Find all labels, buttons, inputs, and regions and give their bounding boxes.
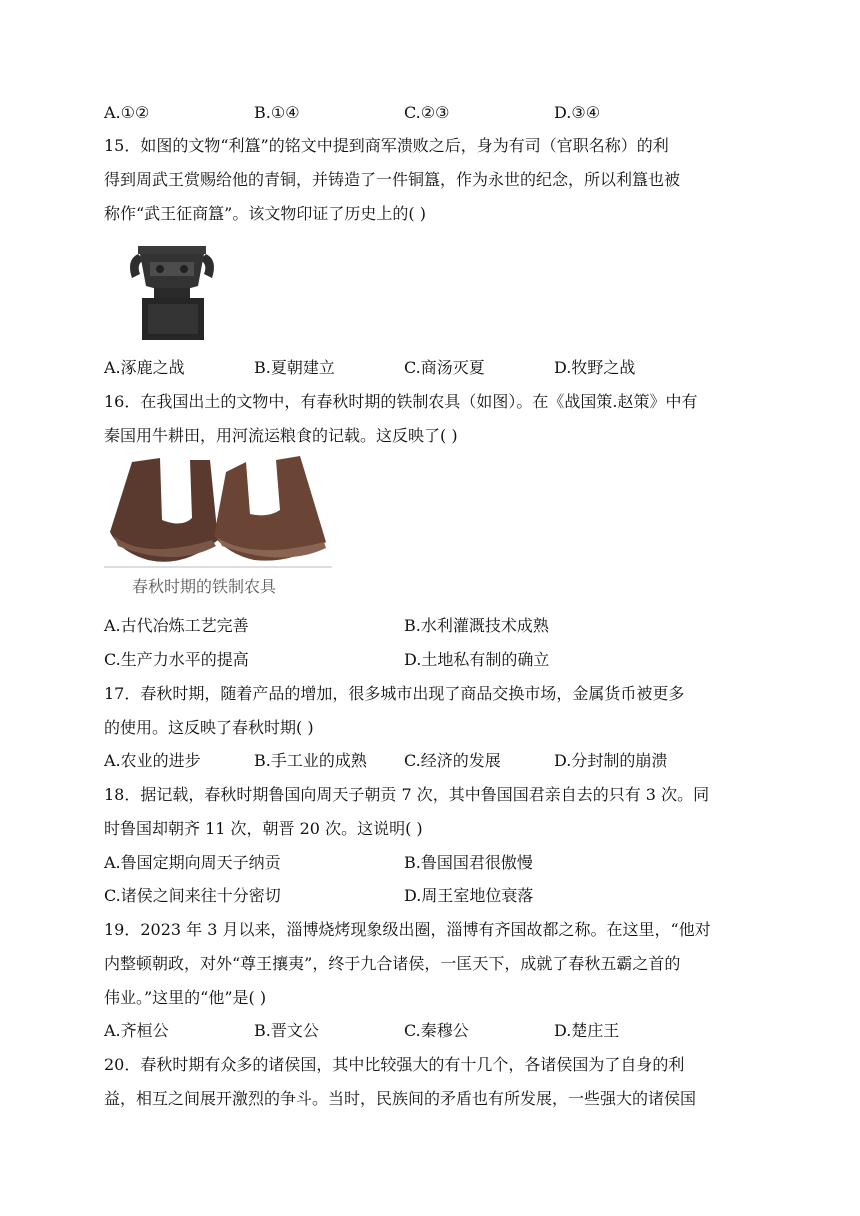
- iron-farm-tools-image: [104, 456, 332, 570]
- option-a: A.鲁国定期向周天子纳贡: [104, 853, 281, 872]
- question-17-line-1: 17．春秋时期，随着产品的增加，很多城市出现了商品交换市场，金属货币被更多: [104, 684, 685, 703]
- li-gui-bronze-vessel-image: [124, 240, 220, 344]
- question-20-line-2: 益，相互之间展开激烈的争斗。当时，民族间的矛盾也有所发展，一些强大的诸侯国: [104, 1089, 697, 1108]
- question-19-line-3: 伟业。”这里的“他”是( ): [104, 988, 267, 1007]
- option-d: D.分封制的崩溃: [554, 751, 668, 770]
- option-d: D.③④: [554, 103, 601, 122]
- question-19-line-1: 19．2023 年 3 月以来，淄博烧烤现象级出圈，淄博有齐国故都之称。在这里，“他对: [104, 920, 711, 939]
- iron-farm-tools-caption: 春秋时期的铁制农具: [132, 577, 277, 596]
- question-15-line-3: 称作“武王征商簋”。该文物印证了历史上的( ): [104, 204, 426, 223]
- question-19-line-2: 内整顿朝政，对外“尊王攘夷”，终于九合诸侯，一匡天下，成就了春秋五霸之首的: [104, 954, 681, 973]
- question-16-line-1: 16．在我国出土的文物中，有春秋时期的铁制农具（如图）。在《战国策.赵策》中有: [104, 392, 698, 411]
- option-c: C.生产力水平的提高: [104, 650, 249, 669]
- question-16-line-2: 秦国用牛耕田，用河流运粮食的记载。这反映了( ): [104, 426, 458, 445]
- option-c: C.商汤灭夏: [404, 358, 485, 377]
- option-b: B.水利灌溉技术成熟: [404, 616, 549, 635]
- option-d: D.土地私有制的确立: [404, 650, 550, 669]
- option-b: B.①④: [254, 103, 300, 122]
- option-b: B.晋文公: [254, 1021, 319, 1040]
- question-15-line-2: 得到周武王赏赐给他的青铜，并铸造了一件铜簋，作为永世的纪念，所以利簋也被: [104, 170, 681, 189]
- option-d: D.周王室地位衰落: [404, 886, 534, 905]
- option-a: A.①②: [104, 103, 150, 122]
- question-17-line-2: 的使用。这反映了春秋时期( ): [104, 718, 314, 737]
- option-a: A.古代冶炼工艺完善: [104, 616, 249, 635]
- question-15-line-1: 15．如图的文物“利簋”的铭文中提到商军溃败之后，身为有司（官职名称）的利: [104, 136, 669, 155]
- option-c: C.秦穆公: [404, 1021, 469, 1040]
- option-d: D.牧野之战: [554, 358, 636, 377]
- option-d: D.楚庄王: [554, 1021, 620, 1040]
- option-c: C.②③: [404, 103, 450, 122]
- question-18-line-2: 时鲁国却朝齐 11 次，朝晋 20 次。这说明( ): [104, 819, 423, 838]
- option-b: B.手工业的成熟: [254, 751, 367, 770]
- option-a: A.农业的进步: [104, 751, 201, 770]
- option-c: C.诸侯之间来往十分密切: [104, 886, 281, 905]
- option-a: A.涿鹿之战: [104, 358, 185, 377]
- option-a: A.齐桓公: [104, 1021, 169, 1040]
- question-18-line-1: 18．据记载，春秋时期鲁国向周天子朝贡 7 次，其中鲁国国君亲自去的只有 3 次。同: [104, 785, 710, 804]
- question-20-line-1: 20．春秋时期有众多的诸侯国，其中比较强大的有十几个，各诸侯国为了自身的利: [104, 1055, 685, 1074]
- option-b: B.夏朝建立: [254, 358, 335, 377]
- option-c: C.经济的发展: [404, 751, 501, 770]
- option-b: B.鲁国国君很傲慢: [404, 853, 533, 872]
